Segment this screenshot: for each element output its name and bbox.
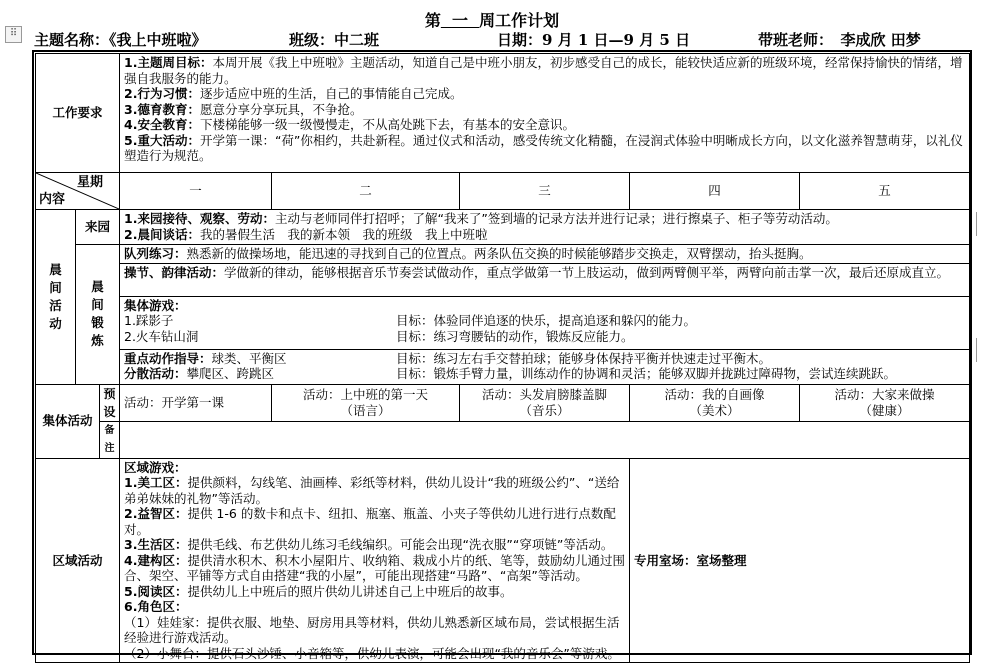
page-title: 第 一 周工作计划: [424, 11, 560, 30]
weekly-plan-table: [35, 53, 970, 663]
area-activity-label: 区域活动: [36, 458, 120, 663]
group-activity-label: 集体活动: [36, 384, 100, 458]
arrival-label: 来园: [76, 210, 120, 245]
rhythm-activity: 操节、韵律活动：学做新的律动，能够根据音乐节奏尝试做动作，重点学做第一节上肢运动，做到两臂侧平举，两臂向前击掌一次，最后还原成直立。: [120, 263, 970, 296]
morning-activities-label: 晨间活动: [36, 210, 76, 385]
activity-wednesday: 活动：头发肩膀膝盖脚 （音乐）: [460, 384, 630, 421]
class-name: 班级：中二班: [289, 31, 380, 49]
arrival-item: 2.晨间谈话：我的暑假生活 我的新本领 我的班级 我上中班啦: [124, 226, 488, 242]
scroll-marker: [976, 338, 984, 362]
focus-row: [36, 349, 970, 384]
area-item: 1.美工区：提供颜料，勾线笔、油画棒、彩纸等材料，供幼儿设计“我的班级公约”、“送给弟弟妹妹的礼物”等活动。: [124, 475, 620, 506]
requirement-item: 2.行为习惯：逐步适应中班的生活，自己的事情能自己完成。: [124, 86, 463, 101]
activity-thursday: 活动：我的自画像 （美术）: [630, 384, 800, 421]
day-monday: 一: [120, 173, 272, 210]
weekday-header-row: [36, 173, 970, 210]
requirement-item: 1.主题周目标：本周开展《我上中班啦》主题活动，知道自己是中班小朋友，初步感受自己的成长，能较快适应新的班级环境，经常保持愉快的情绪，增强自我服务的能力。: [124, 55, 963, 86]
rhythm-row: [36, 263, 970, 296]
queue-practice: 队列练习：熟悉新的做操场地，能迅速的寻找到自己的位置点。两条队伍交换的时候能够踏步交换走，双臂摆动，抬头挺胸。: [120, 245, 970, 264]
weekday-corner-cell: [36, 173, 120, 210]
queue-row: [36, 245, 970, 264]
day-friday: 五: [800, 173, 970, 210]
arrival-item: 1.来园接待、观察、劳动：主动与老师同伴打招呼；了解“我来了”签到墙的记录方法并进行记录；进行擦桌子、柜子等劳动活动。: [124, 211, 838, 226]
plan-header: [34, 29, 964, 49]
group-activity-note-row: [36, 421, 970, 458]
game-item: 2.火车钻山洞 目标：练习弯腰钻的动作，锻炼反应能力。: [124, 328, 634, 344]
day-wednesday: 三: [460, 173, 630, 210]
note-label: 备注: [100, 421, 120, 458]
area-item: 4.建构区：提供清水积木、积木小屋阳片、收纳箱、栽成小片的纸、笔等，鼓励幼儿通过围合、架空、平铺等方式自由搭建“我的小屋”，可能出现搭建“马路”、“高架”等活动。: [124, 552, 625, 583]
area-item: （2）小舞台：提供石头沙锤、小音箱等，供幼儿表演，可能会出现“我的音乐会”等游戏。: [124, 645, 620, 661]
morning-exercise-label: 晨间锻炼: [76, 245, 120, 385]
corner-content: 内容: [39, 191, 66, 207]
day-thursday: 四: [630, 173, 800, 210]
requirement-item: 3.德育教育：愿意分享分享玩具，不争抢。: [124, 101, 363, 117]
group-games-row: [36, 296, 970, 349]
focus-guidance: 重点动作指导：球类、平衡区 目标：练习左右手交替拍球；能够身体保持平衡并快速走过平衡木。: [124, 350, 772, 366]
week-number: 一: [451, 11, 468, 30]
requirement-item: 5.重大活动：开学第一课：“荷”你相约，共赴新程。通过仪式和活动，感受传统文化精髓，在浸润式体验中明晰成长方向，以文化滋养智慧萌芽，以礼仪塑造行为规范。: [124, 132, 963, 163]
scroll-marker: [976, 212, 984, 236]
day-tuesday: 二: [272, 173, 460, 210]
arrival-content: [120, 210, 970, 245]
requirements-content: [120, 54, 970, 173]
focus-and-scattered: [120, 349, 970, 384]
area-activity-row: [36, 458, 970, 663]
group-activity-preset-row: [36, 384, 970, 421]
game-item: 1.踩影子 目标：体验同伴追逐的快乐，提高追逐和躲闪的能力。: [124, 313, 697, 328]
requirements-label: 工作要求: [36, 54, 120, 173]
note-content[interactable]: [120, 421, 970, 458]
area-item: 3.生活区：提供毛线、布艺供幼儿练习毛线编织。可能会出现“洗衣服”“穿项链”等活动。: [124, 537, 614, 552]
activity-monday: 活动：开学第一课: [120, 384, 272, 421]
area-item: 6.角色区：: [124, 599, 188, 614]
area-item: 5.阅读区：提供幼儿上中班后的照片供幼儿讲述自己上中班后的故事。: [124, 583, 513, 599]
corner-weekday: 星期: [76, 175, 103, 190]
activity-tuesday: 活动：上中班的第一天 （语言）: [272, 384, 460, 421]
scattered-activity: 分散活动：攀爬区、跨跳区 目标：锻炼手臂力量，训练动作的协调和灵活；能够双脚并拢跳过障碍物，尝试连续跳跃。: [124, 366, 897, 381]
area-item: （1）娃娃家：提供衣服、地垫、厨房用具等材料，供幼儿熟悉新区域布局，尝试根据生活经验进行游戏活动。: [124, 614, 620, 645]
date-range: 日期：9 月 1 日—9 月 5 日: [497, 31, 691, 49]
preset-label: 预设: [100, 384, 120, 421]
table-move-handle-icon[interactable]: ⠿: [5, 26, 22, 43]
special-room: 专用室场：室场整理: [630, 458, 970, 663]
area-item: 2.益智区：提供 1-6 的数卡和点卡、纽扣、瓶塞、瓶盖、小夹子等供幼儿进行进行点数配对。: [124, 506, 616, 537]
morning-arrival-row: [36, 210, 970, 245]
activity-friday: 活动：大家来做操 （健康）: [800, 384, 970, 421]
requirement-item: 4.安全教育：下楼梯能够一级一级慢慢走，不从高处跳下去，有基本的安全意识。: [124, 117, 575, 132]
group-games: 集体游戏： 1.踩影子 目标：体验同伴追逐的快乐，提高追逐和躲闪的能力。 2.火车钻山洞 目标：练习弯腰钻的动作，锻炼反应能力。: [120, 296, 970, 349]
requirements-row: [36, 54, 970, 173]
teachers: 带班老师： 李成欣 田梦: [758, 31, 921, 49]
theme-name: 主题名称：《我上中班啦》: [34, 31, 207, 49]
area-games-content: 区域游戏： 1.美工区：提供颜料，勾线笔、油画棒、彩纸等材料，供幼儿设计“我的班级公约”、“送给弟弟妹妹的礼物”等活动。 2.益智区：提供 1-6 的数卡和点卡、纽扣、瓶塞、瓶盖、小夹子等供幼儿进行进行点数配对。 3.生活区：提供毛线、布艺供幼儿练习毛线编织。可能会出现“洗衣服”“穿项链”等活动。 4.建构区：提供清水积木、积木小屋阳片、收纳箱、栽成小片的纸、笔等，鼓励幼儿通过围合、架空、平铺等方式自由搭建“我的小屋”，可能出现搭建“马路”、“高架”等活动。 5.阅读区：提供幼儿上中班后的照片供幼儿讲述自己上中班后的故事。 6.角色区： （1）娃娃家：提供衣服、地垫、厨房用具等材料，供幼儿熟悉新区域布局，尝试根据生活经验进行游戏活动。 （2）小舞台：提供石头沙锤、小音箱等，供幼儿表演，可能会出现“我的音乐会”等游戏。: [120, 458, 630, 663]
